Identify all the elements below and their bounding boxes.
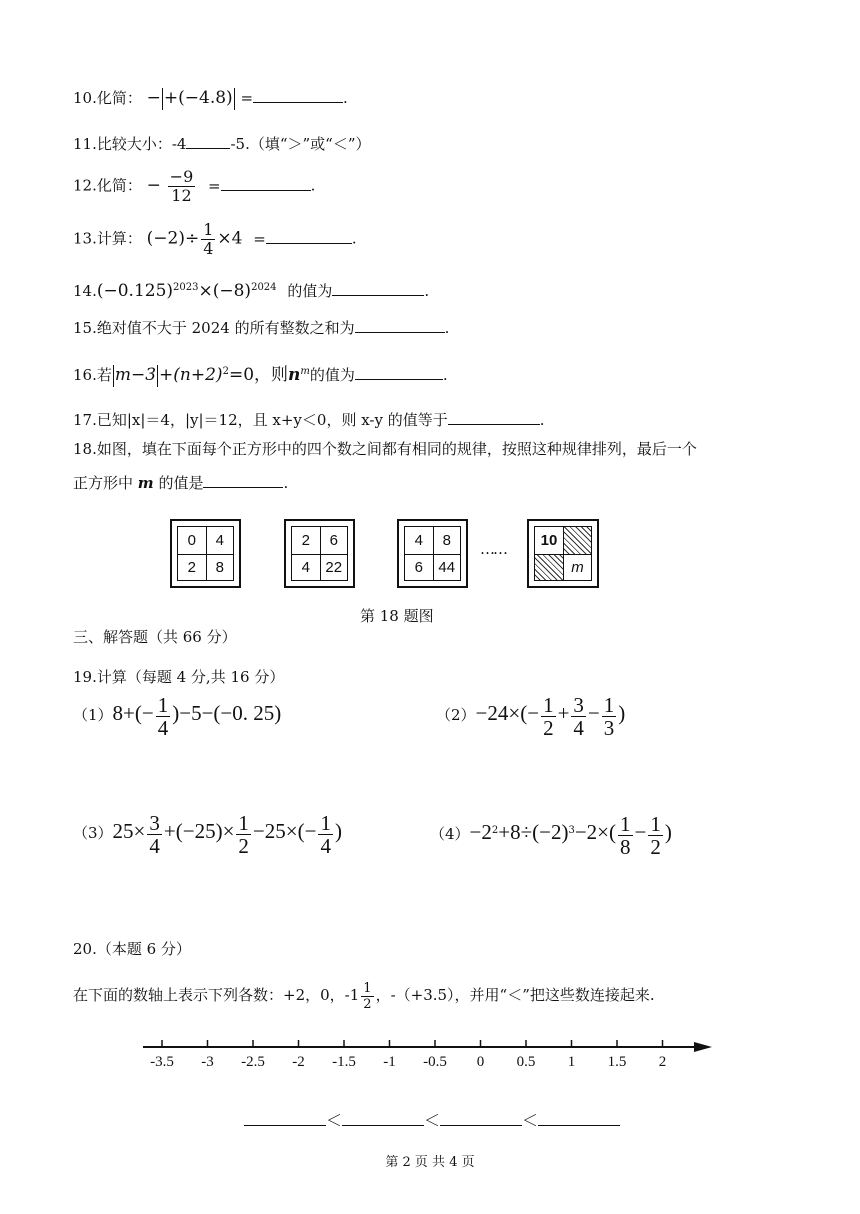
abs-bar-left xyxy=(113,365,114,387)
number-line-tick-label: -1.5 xyxy=(332,1054,356,1070)
frac-den: 4 xyxy=(157,715,169,740)
q13-expr-b: ×4 xyxy=(217,228,243,249)
abs-bar-left xyxy=(162,88,163,110)
question-12: 12.化简： − $\frac{-9}{12}$ = . xyxy=(73,167,316,205)
square-cell: 2 xyxy=(301,531,310,549)
hatched-cell xyxy=(535,554,563,581)
q12-den: 12 xyxy=(171,186,192,205)
section-heading: 三、解答题（共 66 分） xyxy=(73,628,237,646)
question-19-4 xyxy=(430,808,672,858)
q18-line1: 18.如图，填在下面每个正方形中的四个数之间都有相同的规律，按照这种规律排列，最后一个 xyxy=(73,440,697,458)
square-cell: 6 xyxy=(320,527,348,554)
question-11 xyxy=(73,132,371,155)
frac-num: 3 xyxy=(149,810,160,835)
number-line-tick-label: 2 xyxy=(658,1054,667,1070)
q11-prefix: 11.比较大小：-4 xyxy=(73,135,187,153)
q13-prefix: 13.计算： xyxy=(73,229,142,248)
answer-blank-4[interactable] xyxy=(538,1109,620,1126)
frac-num: 1 xyxy=(320,810,331,835)
q13-expr-a: (−2)÷ xyxy=(146,228,200,249)
frac-den: 4 xyxy=(573,715,584,740)
question-18-line1 xyxy=(73,438,697,460)
q17-text: 17.已知|x|＝4，|y|＝12，且 x+y＜0，则 x-y 的值等于 xyxy=(73,411,448,429)
figure-caption: 第 18 题图 xyxy=(360,607,434,625)
q10-minus: − xyxy=(146,88,161,108)
question-16: 16.若 $m-3 +(n+2)^2=0$，则$n^m$的值为 . xyxy=(73,365,448,385)
q19-4-sup1: 2 xyxy=(491,825,499,836)
q15-text: 15.绝对值不大于 2024 的所有整数之和为 xyxy=(73,319,355,337)
frac-num: 1 xyxy=(543,692,554,717)
q19-2-a: −24×(− xyxy=(475,701,540,725)
square-cell: 22 xyxy=(320,554,348,581)
q19-4-minus: − xyxy=(634,820,647,844)
number-line-tick-label: -3.5 xyxy=(150,1054,174,1070)
page-footer: 第 2 页 共 4 页 xyxy=(385,1155,475,1170)
question-15: 15.绝对值不大于 2024 的所有整数之和为 . xyxy=(73,316,449,339)
q19-2-minus: − xyxy=(587,701,600,725)
answer-blank-2[interactable] xyxy=(342,1109,424,1126)
q19-1-label: （1） xyxy=(73,706,113,724)
q18-m: m xyxy=(137,474,154,492)
answer-blank-1[interactable] xyxy=(244,1109,326,1126)
square-cell: 0 xyxy=(187,531,196,549)
square-cell: 6 xyxy=(405,554,433,581)
question-19-3 xyxy=(73,808,342,857)
q12-num: −9 xyxy=(169,167,194,186)
square-cell: 2 xyxy=(178,554,206,581)
q18-line2-b: 的值是 xyxy=(158,474,204,492)
q19-1-b: )−5−(−0. 25) xyxy=(172,701,282,725)
q19-4-frac1 xyxy=(618,813,633,858)
question-19-2 xyxy=(436,690,625,739)
q19-2-close: ) xyxy=(618,701,626,725)
q19-3-a: 25× xyxy=(112,819,146,843)
q16-answer-blank[interactable] xyxy=(355,363,443,380)
q16-sq: 2 xyxy=(222,366,229,377)
q19-4-c: −2×( xyxy=(574,820,617,844)
hatched-cell xyxy=(563,527,591,554)
frac-den: 3 xyxy=(603,715,615,740)
frac-num: 1 xyxy=(363,980,372,996)
pattern-ellipsis: …… xyxy=(480,540,506,558)
q17-answer-blank[interactable] xyxy=(448,408,540,425)
q19-3-label: （3） xyxy=(73,824,113,842)
question-18-line2: 正方形中 m 的值是 . xyxy=(73,471,288,494)
square-cell: 10 xyxy=(540,531,558,549)
q16-exp: m xyxy=(300,366,310,377)
q12-eq: = xyxy=(208,176,221,195)
q10-answer-blank[interactable] xyxy=(253,86,343,103)
number-line-tick-label: -2.5 xyxy=(241,1054,265,1070)
frac-den: 2 xyxy=(238,833,249,858)
answer-blank-3[interactable] xyxy=(440,1109,522,1126)
q15-answer-blank[interactable] xyxy=(355,316,445,333)
frac-den: 4 xyxy=(320,833,331,858)
q13-den: 4 xyxy=(203,239,214,258)
pattern-square-1 xyxy=(170,519,241,588)
q19-3-b: +(−25)× xyxy=(163,819,235,843)
q13-num: 1 xyxy=(203,220,214,239)
q12-fraction xyxy=(168,168,196,205)
q12-answer-blank[interactable] xyxy=(221,174,311,191)
q19-2-frac3 xyxy=(602,694,617,739)
pattern-square-2 xyxy=(284,519,355,588)
square-cell: 8 xyxy=(433,527,461,554)
question-19-title: 19.计算（每题 4 分,共 16 分） xyxy=(73,668,285,686)
q14-exp1: 2023 xyxy=(173,282,199,293)
question-13: 13.计算： (−2)÷ $\frac{1}{4}$ ×4 = . xyxy=(73,220,357,258)
q10-eq: = xyxy=(240,89,254,107)
lt-sign: ＜ xyxy=(326,1111,343,1130)
q10-inner: +(−4.8) xyxy=(163,88,233,108)
question-19-1 xyxy=(73,690,281,739)
q19-2-plus: + xyxy=(557,701,570,725)
frac-den: 8 xyxy=(620,834,631,859)
q14-answer-blank[interactable] xyxy=(332,279,424,296)
q19-3-close: ) xyxy=(334,819,342,843)
frac-den: 2 xyxy=(543,715,554,740)
number-line-tick-label: 0.5 xyxy=(516,1054,536,1070)
pattern-square-last xyxy=(527,519,599,588)
q10-prefix: 10.化简： xyxy=(73,89,142,107)
square-cell: 8 xyxy=(206,554,234,581)
q12-minus: − xyxy=(146,175,161,196)
lt-sign: ＜ xyxy=(424,1111,441,1130)
q11-answer-blank[interactable] xyxy=(186,132,230,149)
question-10: 10.化简： − +(−4.8) = . xyxy=(73,88,348,108)
question-20-text xyxy=(73,975,655,1015)
square-cell: 4 xyxy=(292,554,320,581)
q14-suffix: 的值为 xyxy=(287,282,333,300)
square-cell-m: m xyxy=(563,554,591,581)
q19-4-frac2 xyxy=(648,813,663,858)
number-line-tick-label: -0.5 xyxy=(423,1054,447,1070)
square-cell: 4 xyxy=(206,527,234,554)
number-line-tick-label: 1.5 xyxy=(607,1054,627,1070)
frac-num: 1 xyxy=(238,810,249,835)
q16-prefix: 16.若 xyxy=(73,366,112,384)
frac-num: 3 xyxy=(573,692,584,717)
question-17: 17.已知|x|＝4，|y|＝12，且 x+y＜0，则 x-y 的值等于 . xyxy=(73,408,545,431)
number-line-tick-label: -1 xyxy=(383,1054,396,1070)
q12-prefix: 12.化简： xyxy=(73,176,142,195)
q13-eq: = xyxy=(253,229,266,248)
number-line-tick-label: 1 xyxy=(567,1054,576,1070)
q14-base1: (−0.125) xyxy=(96,281,174,301)
q19-4-label: （4） xyxy=(430,825,470,843)
frac-den: 2 xyxy=(650,834,661,859)
number-line-tick-label: -3 xyxy=(201,1054,214,1070)
square-cell: 44 xyxy=(433,554,461,581)
number-line-tick-label: 0 xyxy=(476,1054,485,1070)
number-line-tick-label: -2 xyxy=(292,1054,305,1070)
q16-rest: +(n+2) xyxy=(159,365,223,385)
q19-4-b: +8÷(−2) xyxy=(498,820,569,844)
q16-base: n xyxy=(288,365,301,385)
abs-bar-right xyxy=(157,365,158,387)
q19-4-sup2: 3 xyxy=(568,825,575,836)
square-cell: 4 xyxy=(414,531,423,549)
q16-eq0: =0，则 xyxy=(228,365,289,385)
q14-prefix: 14. xyxy=(73,282,97,300)
q20-text-a: 在下面的数轴上表示下列各数：+2，0，-1 xyxy=(73,986,360,1004)
q16-suffix: 的值为 xyxy=(309,366,355,384)
q19-3-c: −25×(− xyxy=(252,819,317,843)
q19-4-a: −2 xyxy=(469,820,492,844)
q20-text-b: ，-（+3.5），并用“＜”把这些数连接起来. xyxy=(375,986,655,1004)
frac-den: 4 xyxy=(149,833,160,858)
q13-answer-blank[interactable] xyxy=(266,227,352,244)
q18-line2-a: 正方形中 xyxy=(73,474,134,492)
q20-frac xyxy=(361,981,373,1012)
frac-num: 1 xyxy=(620,811,631,836)
q18-answer-blank[interactable] xyxy=(203,471,283,488)
q19-3-frac1 xyxy=(147,812,162,857)
q14-times: ×(−8) xyxy=(198,281,252,301)
abs-bar-right xyxy=(234,88,235,110)
q16-abs-inner: m−3 xyxy=(114,365,157,385)
q13-fraction xyxy=(201,221,215,258)
question-14: $14.(-0.125)^{2023}\times(-8)^{2024}$ 的值为 . xyxy=(73,281,430,301)
frac-den: 2 xyxy=(363,996,372,1012)
q19-1-frac xyxy=(156,694,171,739)
q11-middle: -5.（填“＞”或“＜”） xyxy=(230,135,371,153)
q19-2-frac2 xyxy=(571,694,586,739)
q19-4-close: ) xyxy=(664,820,672,844)
q19-1-a: 8+(− xyxy=(112,701,154,725)
frac-num: 1 xyxy=(650,811,661,836)
pattern-square-3 xyxy=(397,519,468,588)
question-20-title: 20.（本题 6 分） xyxy=(73,940,191,958)
q19-2-frac1 xyxy=(541,694,556,739)
lt-sign: ＜ xyxy=(522,1111,539,1130)
q19-2-label: （2） xyxy=(436,706,476,724)
frac-num: 1 xyxy=(603,692,615,717)
q19-3-frac2 xyxy=(236,812,251,857)
q14-exp2: 2024 xyxy=(251,282,277,293)
frac-num: 1 xyxy=(157,692,169,717)
answer-line xyxy=(244,1108,620,1131)
q19-3-frac3 xyxy=(318,812,333,857)
